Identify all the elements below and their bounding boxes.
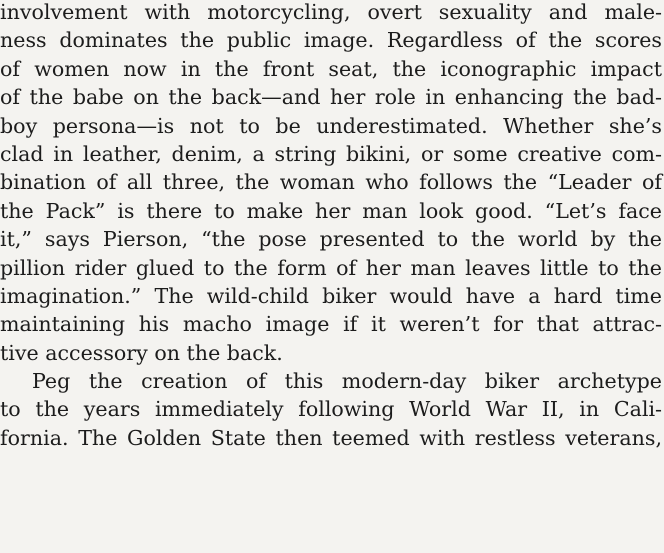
text-line: maintaining his macho image if it weren’t for that attrac- — [0, 312, 662, 337]
text-line: boy persona—is not to be underestimated. Whether she’s — [0, 113, 662, 138]
text-line: the Pack” is there to make her man look good. “Let’s face — [0, 198, 662, 223]
paragraph-2 — [0, 367, 664, 452]
text-line: of the babe on the back—and her role in enhancing the bad- — [0, 85, 662, 110]
text-line: tive accessory on the back. — [0, 340, 283, 365]
text-line: to the years immediately following World War II, in Cali- — [0, 397, 662, 422]
text-line: of women now in the front seat, the iconographic impact — [0, 56, 662, 81]
text-line: involvement with motorcycling, overt sexuality and male- — [0, 0, 662, 24]
text-line: bination of all three, the woman who follows the “Leader of — [0, 170, 662, 195]
text-line: ness dominates the public image. Regardless of the scores — [0, 28, 662, 53]
text-line: clad in leather, denim, a string bikini, or some creative com- — [0, 141, 662, 166]
text-line: imagination.” The wild-child biker would have a hard time — [0, 283, 662, 308]
text-line: pillion rider glued to the form of her man leaves little to the — [0, 255, 662, 280]
text-line: it,” says Pierson, “the pose presented to the world by the — [0, 227, 662, 252]
text-line: fornia. The Golden State then teemed with restless veterans, — [0, 425, 662, 450]
text-line: Peg the creation of this modern-day biker archetype — [32, 369, 662, 394]
